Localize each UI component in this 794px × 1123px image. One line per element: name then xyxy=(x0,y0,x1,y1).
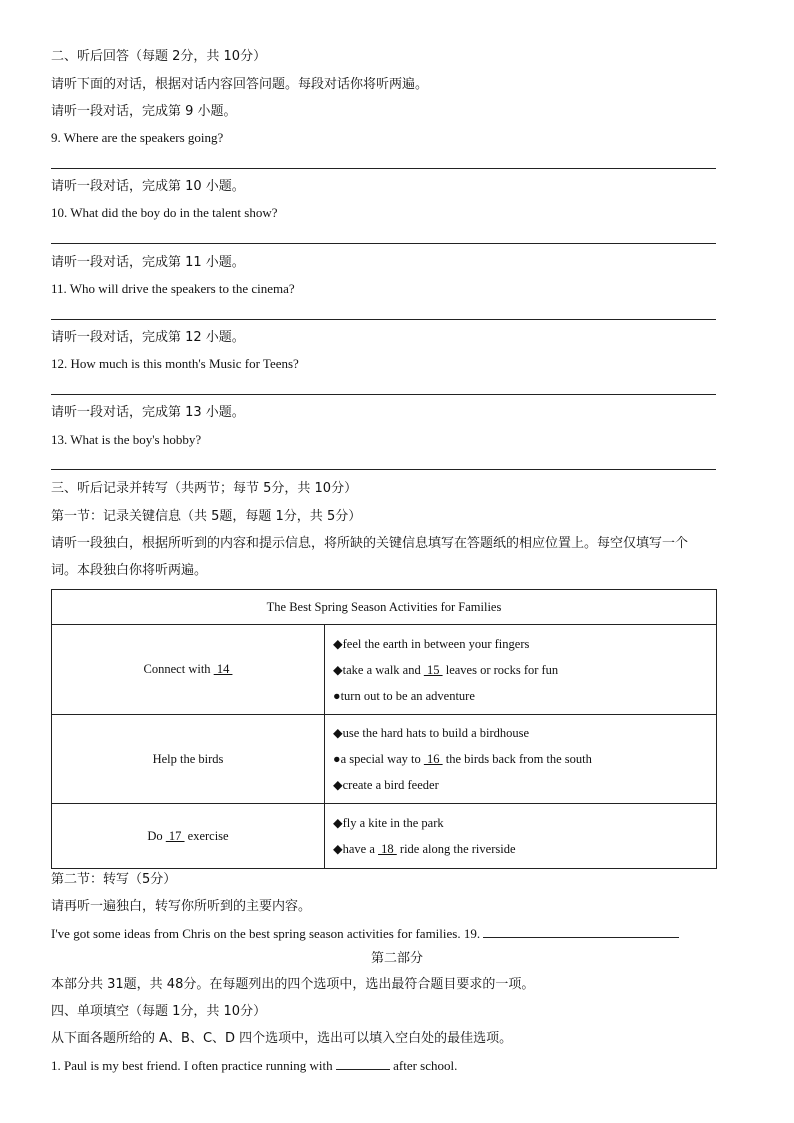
blank-14[interactable]: 14 xyxy=(213,662,233,676)
section4-heading: 四、单项填空（每题 1分，共 10分） xyxy=(51,1004,267,1019)
row-details xyxy=(325,625,717,715)
diamond-bullet-icon: ◆ xyxy=(333,778,343,792)
blank-18[interactable]: 18 xyxy=(378,842,397,856)
q1-text-after: after school. xyxy=(389,1058,458,1073)
q12-prompt: 请听一段对话，完成第 12 小题。 xyxy=(51,330,245,345)
q19-answer-blank[interactable] xyxy=(483,924,679,938)
table-row xyxy=(52,625,717,715)
q11-answer-line[interactable] xyxy=(51,319,716,320)
q13-answer-line[interactable] xyxy=(51,469,716,470)
dot-bullet-icon: ● xyxy=(333,688,341,703)
table-row xyxy=(52,715,717,804)
q12-question: 12. How much is this month's Music for Teens? xyxy=(51,356,299,371)
item-text: feel the earth in between your fingers xyxy=(342,636,530,651)
row-details xyxy=(325,715,717,804)
list-item xyxy=(333,810,716,836)
list-item xyxy=(333,683,716,709)
q9-prompt: 请听一段对话，完成第 9 小题。 xyxy=(51,104,237,119)
q12-answer-line[interactable] xyxy=(51,394,716,395)
diamond-bullet-icon: ◆ xyxy=(333,636,343,651)
section2-instruction: 请听下面的对话，根据对话内容回答问题。每段对话你将听两遍。 xyxy=(51,77,429,92)
section3-part2-heading: 第二节：转写（5分） xyxy=(51,872,177,887)
list-item xyxy=(333,720,716,746)
row-topic-text: Connect with xyxy=(143,662,214,676)
q13-question: 13. What is the boy's hobby? xyxy=(51,432,202,447)
item-text-after: the birds back from the south xyxy=(442,752,592,766)
q10-answer-line[interactable] xyxy=(51,243,716,244)
blank-16[interactable]: 16 xyxy=(423,752,443,766)
item-text: create a bird feeder xyxy=(342,778,439,792)
q10-prompt: 请听一段对话，完成第 10 小题。 xyxy=(51,179,245,194)
item-text: a special way to xyxy=(340,752,424,766)
q10-question: 10. What did the boy do in the talent show? xyxy=(51,205,278,220)
item-text-after: ride along the riverside xyxy=(396,842,516,856)
q1-answer-blank[interactable] xyxy=(336,1057,390,1070)
row-topic xyxy=(52,715,325,804)
list-item xyxy=(333,772,716,798)
item-text: use the hard hats to build a birdhouse xyxy=(342,726,530,740)
row-topic-text: Do xyxy=(147,828,166,843)
list-item xyxy=(333,657,716,683)
diamond-bullet-icon: ◆ xyxy=(333,662,343,677)
item-text: turn out to be an adventure xyxy=(340,688,475,703)
item-text: take a walk and xyxy=(342,662,424,677)
row-topic xyxy=(52,625,325,715)
diamond-bullet-icon: ◆ xyxy=(333,816,343,830)
table-title: The Best Spring Season Activities for Families xyxy=(52,590,717,625)
section3-instruction-line2: 词。本段独白你将听两遍。 xyxy=(51,563,208,578)
diamond-bullet-icon: ◆ xyxy=(333,726,343,740)
q1-question xyxy=(51,1057,457,1075)
section3-part2-instruction: 请再听一遍独白，转写你所听到的主要内容。 xyxy=(51,899,312,914)
item-text: have a xyxy=(342,842,379,856)
row-topic-text: Help the birds xyxy=(152,751,224,766)
row-topic xyxy=(52,804,325,869)
blank-15[interactable]: 15 xyxy=(423,662,443,677)
q1-text: 1. Paul is my best friend. I often practice running with xyxy=(51,1058,336,1073)
list-item xyxy=(333,631,716,657)
q9-answer-line[interactable] xyxy=(51,168,716,169)
part-two-intro: 本部分共 31题，共 48分。在每题列出的四个选项中，选出最符合题目要求的一项。 xyxy=(51,977,535,992)
q13-prompt: 请听一段对话，完成第 13 小题。 xyxy=(51,405,245,420)
list-item xyxy=(333,746,716,772)
q9-question: 9. Where are the speakers going? xyxy=(51,130,224,145)
section3-instruction-line1: 请听一段独白，根据所听到的内容和提示信息，将所缺的关键信息填写在答题纸的相应位置上。每空仅填写一个 xyxy=(51,536,689,551)
row-details xyxy=(325,804,717,869)
item-text: fly a kite in the park xyxy=(342,816,444,830)
dot-bullet-icon: ● xyxy=(333,752,341,766)
part-two-title: 第二部分 xyxy=(370,951,423,966)
row-topic-text-after: exercise xyxy=(184,828,229,843)
section4-instruction: 从下面各题所给的 A、B、C、D 四个选项中，选出可以填入空白处的最佳选项。 xyxy=(51,1031,513,1046)
table-row xyxy=(52,804,717,869)
q11-prompt: 请听一段对话，完成第 11 小题。 xyxy=(51,255,245,270)
item-text-after: leaves or rocks for fun xyxy=(442,662,559,677)
q19-sentence xyxy=(51,924,679,943)
diamond-bullet-icon: ◆ xyxy=(333,842,343,856)
q19-text: I've got some ideas from Chris on the best spring season activities for families. 19. xyxy=(51,926,484,941)
q11-question: 11. Who will drive the speakers to the cinema? xyxy=(51,281,295,296)
notes-table xyxy=(51,589,717,869)
section3-part1-heading: 第一节：记录关键信息（共 5题，每题 1分，共 5分） xyxy=(51,509,362,524)
list-item xyxy=(333,836,716,862)
section3-heading: 三、听后记录并转写（共两节；每节 5分，共 10分） xyxy=(51,481,358,496)
section2-heading: 二、听后回答（每题 2分，共 10分） xyxy=(51,49,267,64)
blank-17[interactable]: 17 xyxy=(165,828,185,843)
